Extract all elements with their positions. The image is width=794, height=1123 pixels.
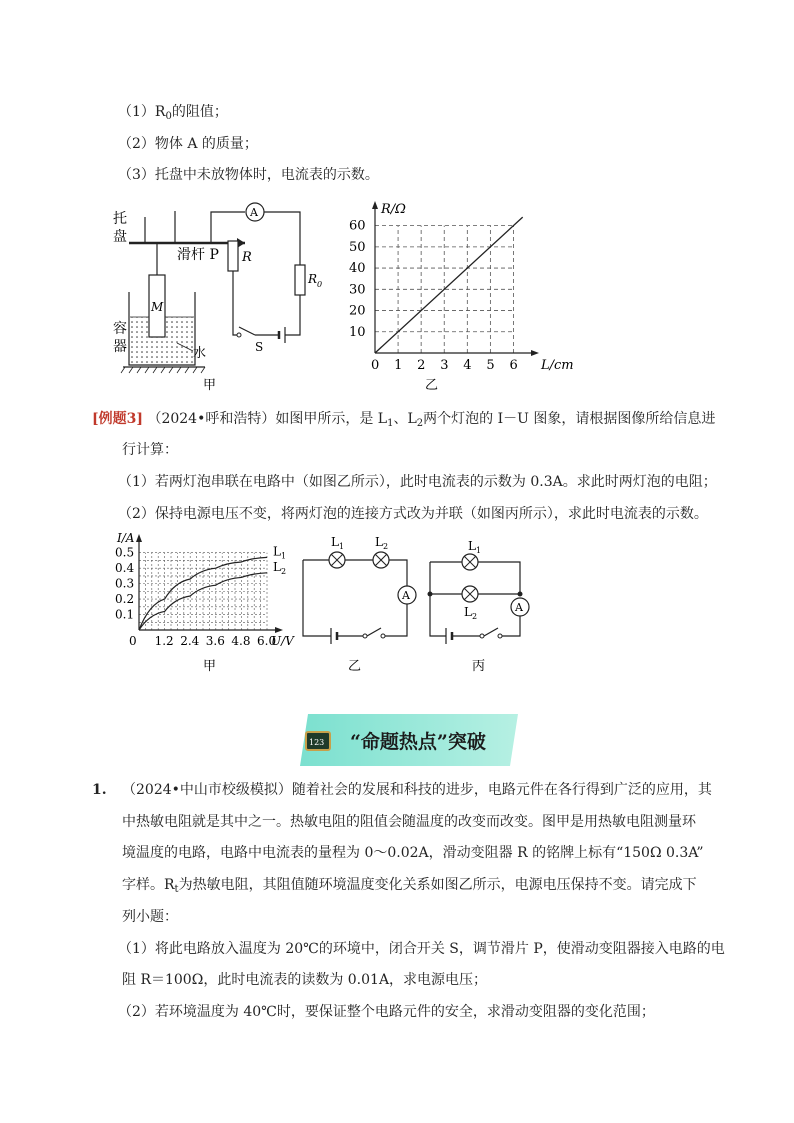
y-tick-label: 30 [349,282,366,298]
x-tick-label: 3 [440,358,449,373]
series-l1-label [273,544,286,560]
rheostat-label: R [242,250,252,265]
x-axis-label: L/cm [541,358,574,373]
x-tick-label: 6.0 [257,634,277,648]
y-tick-label: 0.5 [115,545,135,560]
series-l2-label-sub: 2 [280,566,287,576]
circuit-caption: 丙 [472,659,486,674]
container-label-2: 器 [113,339,127,355]
y-tick-label: 0.4 [115,561,135,576]
y-tick-label: 10 [349,324,366,340]
question-1: $(1)R_0$的阻值； [118,104,228,122]
y-axis-arrow [372,201,378,209]
y-tick-label: 0.3 [115,576,135,591]
rheostat [228,241,238,271]
problem-q2: （2）若环境温度为 40℃时，要保证整个电路元件的安全，求滑动变阻器的变化范围； [118,1004,655,1020]
ammeter-label: A [402,589,410,602]
example-3-line-1: [例题3] （2024•呼和浩特）如图甲所示，是 $L_1$、$L_2$两个灯泡的 I－U 图象，请根据图像所给信息进 [92,411,716,429]
x-tick-label: 5 [486,358,495,373]
y-tick-label: 50 [349,239,366,255]
question-2: （2）物体 A 的质量； [118,136,258,152]
y-tick-label: 0.2 [115,592,135,607]
example-3-q1: （1）若两灯泡串联在电路中（如图乙所示），此时电流表的示数为 0.3A。求此时两灯泡的电阻； [118,474,717,490]
x-tick-label: 0 [129,634,137,648]
tray-label-2: 盘 [113,229,127,245]
x-tick-label: 2 [417,358,426,373]
lamp-l2-label: $L_2$ [464,605,478,621]
lamp-l1-label: $L_1$ [468,539,482,555]
x-axis-label: U/V [271,634,294,648]
x-tick-label: 1.2 [154,634,174,648]
question-3: （3）托盘中未放物体时，电流表的示数。 [118,167,379,183]
series-l2-label [273,560,286,576]
parallel-circuit [422,530,542,675]
ammeter-label: A [515,601,523,614]
mass-label: M [151,300,164,314]
x-tick-label: 0 [371,358,380,373]
y-axis-arrow [136,534,142,542]
problem-number: 1. [92,782,107,798]
resistance-length-chart [345,195,575,395]
fig1-caption: 甲 [203,378,217,393]
circuit-caption: 乙 [348,659,362,674]
water-label: 水 [193,346,207,361]
problem-line-3: 境温度的电路，电路中电流表的量程为 0～0.02A，滑动变阻器 R 的铭牌上标有“150Ω 0.3A” [122,845,704,861]
y-tick-label: 0.1 [115,607,135,622]
banner-title: “命题热点”突破 [350,731,486,753]
series-line [375,217,523,353]
example-3-q2: （2）保持电源电压不变，将两灯泡的连接方式改为并联（如图丙所示），求此时电流表的示数。 [118,506,708,522]
switch-label: S [255,340,264,354]
x-axis-arrow [531,350,539,356]
scale-circuit-diagram [105,195,345,395]
series-l1-label-sub: 1 [280,551,287,561]
problem-line-2: 中热敏电阻就是其中之一。热敏电阻的阻值会随温度的改变而改变。图甲是用热敏电阻测量环 [122,814,696,830]
problem-q1-line-2: 阻 R＝100Ω，此时电流表的读数为 0.01A，求电源电压； [122,972,488,988]
y-tick-label: 20 [349,303,366,319]
section-banner [300,712,518,768]
lamp-l1-label: $L_1$ [331,535,345,551]
switch [367,628,381,636]
series-l1-label-main: L [273,544,281,559]
fixed-resistor-label: $R_0$ [308,272,323,289]
rod-label: 滑杆 P [177,247,219,263]
blackboard-icon-text: 123 [309,738,325,747]
switch [239,327,255,335]
y-tick-label: 40 [349,261,366,277]
current-voltage-chart [105,530,305,680]
lamp-l2-label: $L_2$ [375,535,389,551]
problem-line-1: （2024•中山市校级模拟）随着社会的发展和科技的进步，电路元件在各行得到广泛的应用，其 [122,782,712,798]
x-tick-label: 4.8 [231,634,251,648]
problem-line-4: 字样。$R_t$为热敏电阻，其阻值随环境温度变化关系如图乙所示，电源电压保持不变。请完成下 [122,877,697,895]
ammeter-label: A [250,206,258,219]
chart-caption: 甲 [203,659,217,674]
y-tick-label: 60 [349,218,366,234]
example-tag: [例题3] [92,411,143,427]
x-tick-label: 2.4 [180,634,200,648]
switch [484,628,498,636]
container-label-1: 容 [113,321,127,337]
x-tick-label: 1 [394,358,403,373]
problem-line-5: 列小题： [122,909,178,925]
y-axis-label: R/Ω [381,202,406,217]
problem-q1-line-1: （1）将此电路放入温度为 20℃的环境中，闭合开关 S，调节滑片 P，使滑动变阻器接入电路的电 [118,941,725,957]
x-tick-label: 6 [509,358,518,373]
x-tick-label: 4 [463,358,472,373]
series-l2-label-main: L [273,559,281,574]
y-axis-label: I/A [117,531,135,545]
example-3-line-2: 行计算： [122,442,178,458]
tray-label-1: 托 [113,211,127,227]
chart-caption: 乙 [425,378,439,393]
x-tick-label: 3.6 [205,634,225,648]
x-axis-arrow [275,627,283,633]
series-circuit [295,530,420,675]
fixed-resistor [295,265,305,295]
